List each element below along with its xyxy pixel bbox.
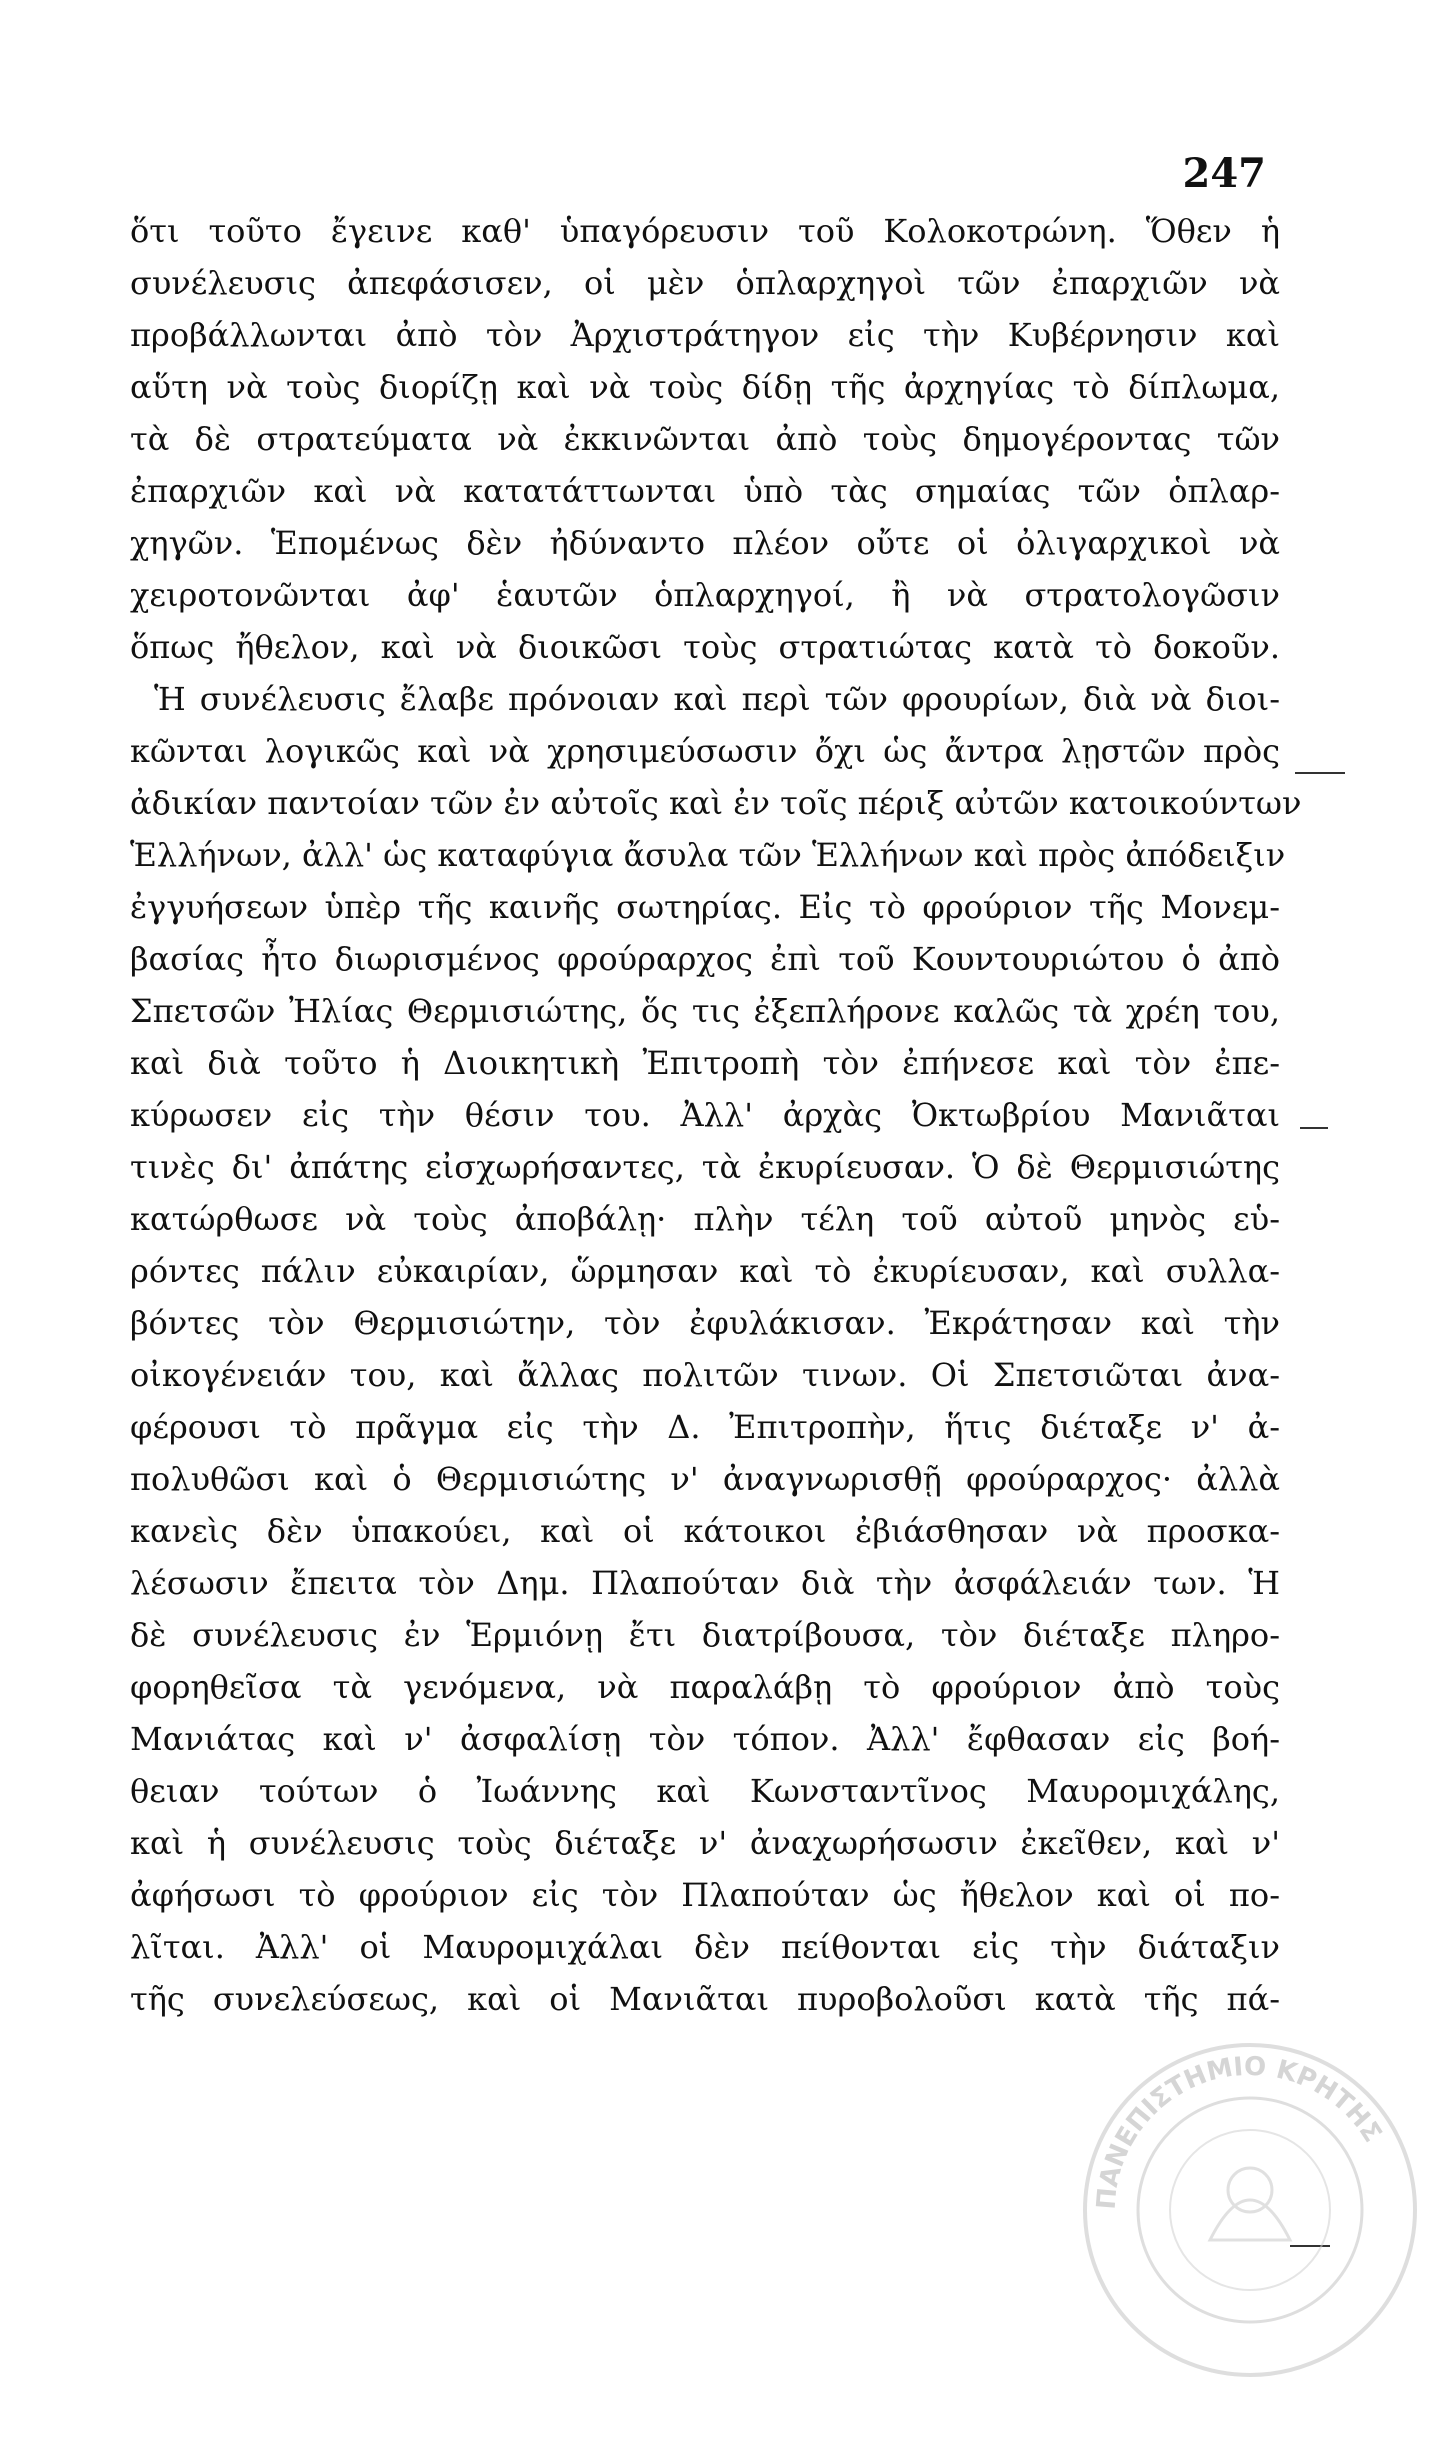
text-line: τῆς συνελεύσεως, καὶ οἱ Μανιᾶται πυροβολοῦσι κατὰ τῆς πά-	[130, 1980, 1280, 2018]
text-line: τὰ δὲ στρατεύματα νὰ ἐκκινῶνται ἀπὸ τοὺς δημογέροντας τῶν	[130, 420, 1280, 458]
text-line: ὅτι τοῦτο ἔγεινε καθ' ὑπαγόρευσιν τοῦ Κολοκοτρώνη. Ὅθεν ἡ	[130, 212, 1280, 250]
seal-inner-ring	[1138, 2098, 1362, 2322]
page-number: 247	[1182, 150, 1266, 197]
margin-dash	[1300, 1127, 1328, 1129]
text-line: δὲ συνέλευσις ἐν Ἑρμιόνῃ ἔτι διατρίβουσα, τὸν διέταξε πληρο-	[130, 1616, 1280, 1654]
text-line: ἐγγυήσεων ὑπὲρ τῆς καινῆς σωτηρίας. Εἰς τὸ φρούριον τῆς Μονεμ-	[130, 888, 1280, 926]
text-line: κῶνται λογικῶς καὶ νὰ χρησιμεύσωσιν ὄχι ὡς ἄντρα λῃστῶν πρὸς	[130, 732, 1280, 770]
text-line: βόντες τὸν Θερμισιώτην, τὸν ἐφυλάκισαν. Ἐκράτησαν καὶ τὴν	[130, 1304, 1280, 1342]
margin-dash	[1295, 772, 1345, 774]
text-line: Ἑλλήνων, ἀλλ' ὡς καταφύγια ἄσυλα τῶν Ἑλλήνων καὶ πρὸς ἀπόδειξιν	[130, 836, 1286, 874]
seal-emblem	[1210, 2200, 1290, 2240]
text-line: ἀφήσωσι τὸ φρούριον εἰς τὸν Πλαπούταν ὡς ἤθελον καὶ οἱ πο-	[130, 1876, 1280, 1914]
text-line: χηγῶν. Ἑπομένως δὲν ἠδύναντο πλέον οὔτε οἱ ὀλιγαρχικοὶ νὰ	[130, 524, 1280, 562]
text-line: Μανιάτας καὶ ν' ἀσφαλίσῃ τὸν τόπον. Ἀλλ' ἔφθασαν εἰς βοή-	[130, 1720, 1280, 1758]
seal-emblem-head	[1228, 2168, 1272, 2212]
seal-core-ring	[1170, 2130, 1330, 2290]
text-line: πολυθῶσι καὶ ὁ Θερμισιώτης ν' ἀναγνωρισθῇ φρούραρχος· ἀλλὰ	[130, 1460, 1280, 1498]
text-line: λῖται. Ἀλλ' οἱ Μαυρομιχάλαι δὲν πείθονται εἰς τὴν διάταξιν	[130, 1928, 1280, 1966]
seal-outer-ring	[1085, 2045, 1415, 2375]
text-line: αὕτη νὰ τοὺς διορίζῃ καὶ νὰ τοὺς δίδῃ τῆς ἀρχηγίας τὸ δίπλωμα,	[130, 368, 1280, 406]
text-line: φορηθεῖσα τὰ γενόμενα, νὰ παραλάβῃ τὸ φρούριον ἀπὸ τοὺς	[130, 1668, 1280, 1706]
paragraph-1	[130, 205, 1280, 673]
text-line: κύρωσεν εἰς τὴν θέσιν του. Ἀλλ' ἀρχὰς Ὀκτωβρίου Μανιᾶται	[130, 1096, 1280, 1134]
text-line: κανεὶς δὲν ὑπακούει, καὶ οἱ κάτοικοι ἐβιάσθησαν νὰ προσκα-	[130, 1512, 1280, 1550]
text-line: βασίας ἦτο διωρισμένος φρούραρχος ἐπὶ τοῦ Κουντουριώτου ὁ ἀπὸ	[130, 940, 1280, 978]
university-seal-stamp	[1080, 2040, 1420, 2380]
text-line: ἐπαρχιῶν καὶ νὰ κατατάττωνται ὑπὸ τὰς σημαίας τῶν ὁπλαρ-	[130, 472, 1280, 510]
text-body	[130, 205, 1302, 2025]
text-line: θειαν τούτων ὁ Ἰωάννης καὶ Κωνσταντῖνος Μαυρομιχάλης,	[130, 1772, 1280, 1810]
text-line: Σπετσῶν Ἠλίας Θερμισιώτης, ὅς τις ἐξεπλήρονε καλῶς τὰ χρέη του,	[130, 992, 1280, 1030]
text-line: φέρουσι τὸ πρᾶγμα εἰς τὴν Δ. Ἐπιτροπὴν, ἥτις διέταξε ν' ἀ-	[130, 1408, 1280, 1446]
text-line: ἀδικίαν παντοίαν τῶν ἐν αὐτοῖς καὶ ἐν τοῖς πέριξ αὐτῶν κατοικούντων	[130, 784, 1302, 822]
seal-text: ΠΑΝΕΠΙΣΤΗΜΙΟ ΚΡΗΤΗΣ	[1091, 2051, 1388, 2211]
text-line: τινὲς δι' ἀπάτης εἰσχωρήσαντες, τὰ ἐκυρίευσαν. Ὁ δὲ Θερμισιώτης	[130, 1148, 1280, 1186]
text-line: Ἡ συνέλευσις ἔλαβε πρόνοιαν καὶ περὶ τῶν φρουρίων, διὰ νὰ διοι-	[154, 680, 1280, 718]
text-line: ρόντες πάλιν εὐκαιρίαν, ὥρμησαν καὶ τὸ ἐκυρίευσαν, καὶ συλλα-	[130, 1252, 1280, 1290]
text-line: ὅπως ἤθελον, καὶ νὰ διοικῶσι τοὺς στρατιώτας κατὰ τὸ δοκοῦν.	[130, 628, 1280, 666]
text-line: καὶ διὰ τοῦτο ἡ Διοικητικὴ Ἐπιτροπὴ τὸν ἐπήνεσε καὶ τὸν ἐπε-	[130, 1044, 1280, 1082]
text-line: κατώρθωσε νὰ τοὺς ἀποβάλῃ· πλὴν τέλη τοῦ αὐτοῦ μηνὸς εὑ-	[130, 1200, 1280, 1238]
text-line: οἰκογένειάν του, καὶ ἄλλας πολιτῶν τινων. Οἱ Σπετσιῶται ἀνα-	[130, 1356, 1280, 1394]
text-line: χειροτονῶνται ἀφ' ἑαυτῶν ὁπλαρχηγοί, ἢ νὰ στρατολογῶσιν	[130, 576, 1280, 614]
text-line: προβάλλωνται ἀπὸ τὸν Ἀρχιστράτηγον εἰς τὴν Κυβέρνησιν καὶ	[130, 316, 1280, 354]
text-line: καὶ ἡ συνέλευσις τοὺς διέταξε ν' ἀναχωρήσωσιν ἐκεῖθεν, καὶ ν'	[130, 1824, 1280, 1862]
paragraph-2	[130, 673, 1302, 2025]
text-line: λέσωσιν ἔπειτα τὸν Δημ. Πλαπούταν διὰ τὴν ἀσφάλειάν των. Ἡ	[130, 1564, 1280, 1602]
text-line: συνέλευσις ἀπεφάσισεν, οἱ μὲν ὁπλαρχηγοὶ τῶν ἐπαρχιῶν νὰ	[130, 264, 1280, 302]
